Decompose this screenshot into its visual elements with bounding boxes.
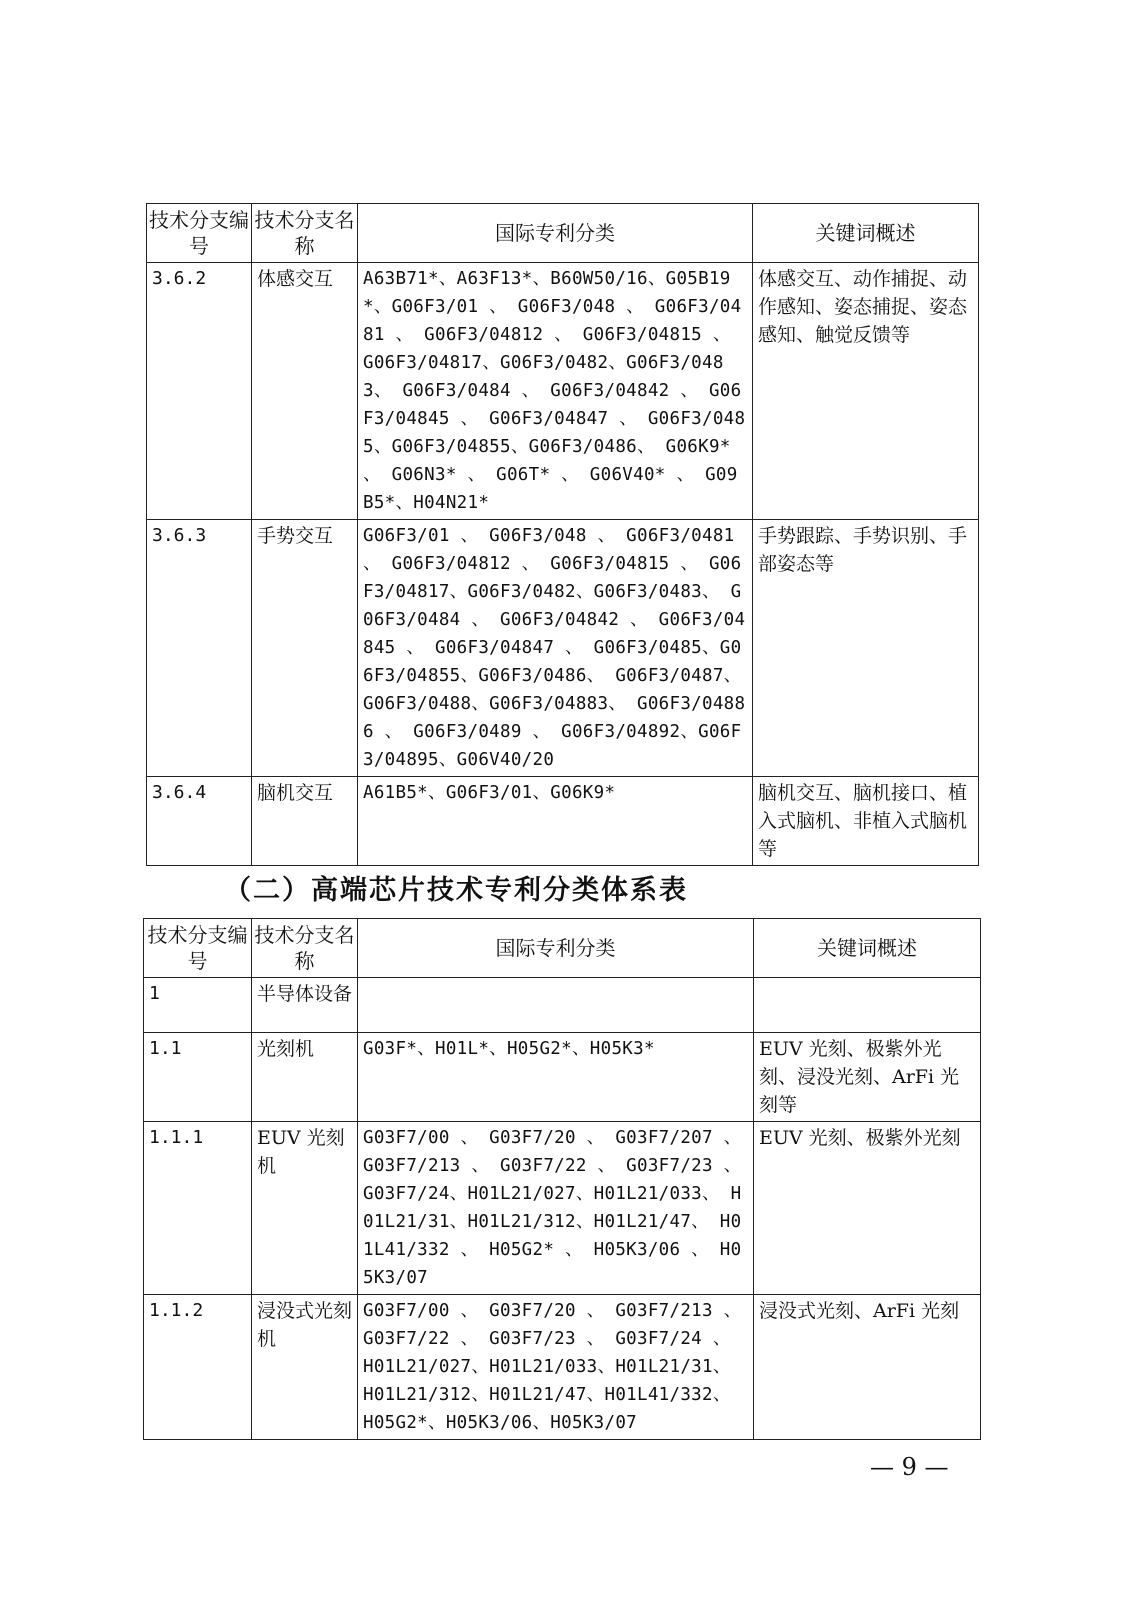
branch-name: 手势交互 [252,520,358,777]
branch-name: 脑机交互 [252,777,358,866]
header-branch-number: 技术分支编号 [144,919,252,978]
ipc-table-high-end-chips [143,918,981,1440]
table-row [144,1033,981,1122]
keywords: 浸没式光刻、ArFi 光刻 [754,1295,981,1440]
branch-name: 体感交互 [252,263,358,520]
ipc-codes: G06F3/01 、 G06F3/048 、 G06F3/0481 、 G06F3/04812 、 G06F3/04815 、 G06F3/04817、G06F3/0482、G06F3/0483、 G06F3/0484 、 G06F3/04842 、 G06F3/04845 、 G06F3/04847 、 G06F3/0485、G06F3/04855、G06F3/0486、 G06F3/0487、G06F3/0488、G06F3/04883、 G06F3/04886 、 G06F3/0489 、 G06F3/04892、G06F3/04895、G06V40/20 [358,520,753,777]
header-ipc: 国际专利分类 [358,919,754,978]
page-number: — 9 — [870,1453,949,1481]
keywords: EUV 光刻、极紫外光刻 [754,1122,981,1295]
header-branch-name: 技术分支名称 [252,204,358,263]
table-row [144,1122,981,1295]
branch-number: 1.1.2 [144,1295,252,1440]
ipc-table-vr-interaction [146,203,979,866]
header-branch-name: 技术分支名称 [252,919,358,978]
branch-number: 3.6.3 [147,520,252,777]
header-keywords: 关键词概述 [754,919,981,978]
branch-number: 3.6.4 [147,777,252,866]
keywords: EUV 光刻、极紫外光刻、浸没光刻、ArFi 光刻等 [754,1033,981,1122]
ipc-codes: G03F7/00 、 G03F7/20 、 G03F7/207 、 G03F7/213 、 G03F7/22 、 G03F7/23 、 G03F7/24、H01L21/027、H01L21/033、 H01L21/31、H01L21/312、H01L21/47、 H01L41/332 、 H05G2* 、 H05K3/06 、 H05K3/07 [358,1122,754,1295]
table-row [144,1295,981,1440]
branch-name: EUV 光刻机 [252,1122,358,1295]
branch-name: 光刻机 [252,1033,358,1122]
keywords: 体感交互、动作捕捉、动作感知、姿态捕捉、姿态感知、触觉反馈等 [753,263,979,520]
table-row [144,978,981,1033]
keywords: 脑机交互、脑机接口、植入式脑机、非植入式脑机等 [753,777,979,866]
branch-number: 1.1.1 [144,1122,252,1295]
branch-number: 1.1 [144,1033,252,1122]
branch-number: 1 [144,978,252,1033]
keywords: 手势跟踪、手势识别、手部姿态等 [753,520,979,777]
branch-number: 3.6.2 [147,263,252,520]
keywords [754,978,981,1033]
ipc-codes: G03F*、H01L*、H05G2*、H05K3* [358,1033,754,1122]
ipc-codes: A63B71*、A63F13*、B60W50/16、G05B19*、G06F3/01 、 G06F3/048 、 G06F3/0481 、 G06F3/04812 、 G06F3/04815 、 G06F3/04817、G06F3/0482、G06F3/0483、 G06F3/0484 、 G06F3/04842 、 G06F3/04845 、 G06F3/04847 、 G06F3/0485、G06F3/04855、G06F3/0486、 G06K9* 、 G06N3* 、 G06T* 、 G06V40* 、 G09B5*、H04N21* [358,263,753,520]
header-keywords: 关键词概述 [753,204,979,263]
ipc-codes: G03F7/00 、 G03F7/20 、 G03F7/213 、 G03F7/22 、 G03F7/23 、 G03F7/24 、 H01L21/027、H01L21/033、H01L21/31、 H01L21/312、H01L21/47、H01L41/332、 H05G2*、H05K3/06、H05K3/07 [358,1295,754,1440]
branch-name: 浸没式光刻机 [252,1295,358,1440]
header-branch-number: 技术分支编号 [147,204,252,263]
table-row [147,263,979,520]
table-row [147,777,979,866]
table-row [147,520,979,777]
ipc-codes: A61B5*、G06F3/01、G06K9* [358,777,753,866]
section-heading: （二）高端芯片技术专利分类体系表 [224,875,688,906]
ipc-codes [358,978,754,1033]
branch-name: 半导体设备 [252,978,358,1033]
header-ipc: 国际专利分类 [358,204,753,263]
